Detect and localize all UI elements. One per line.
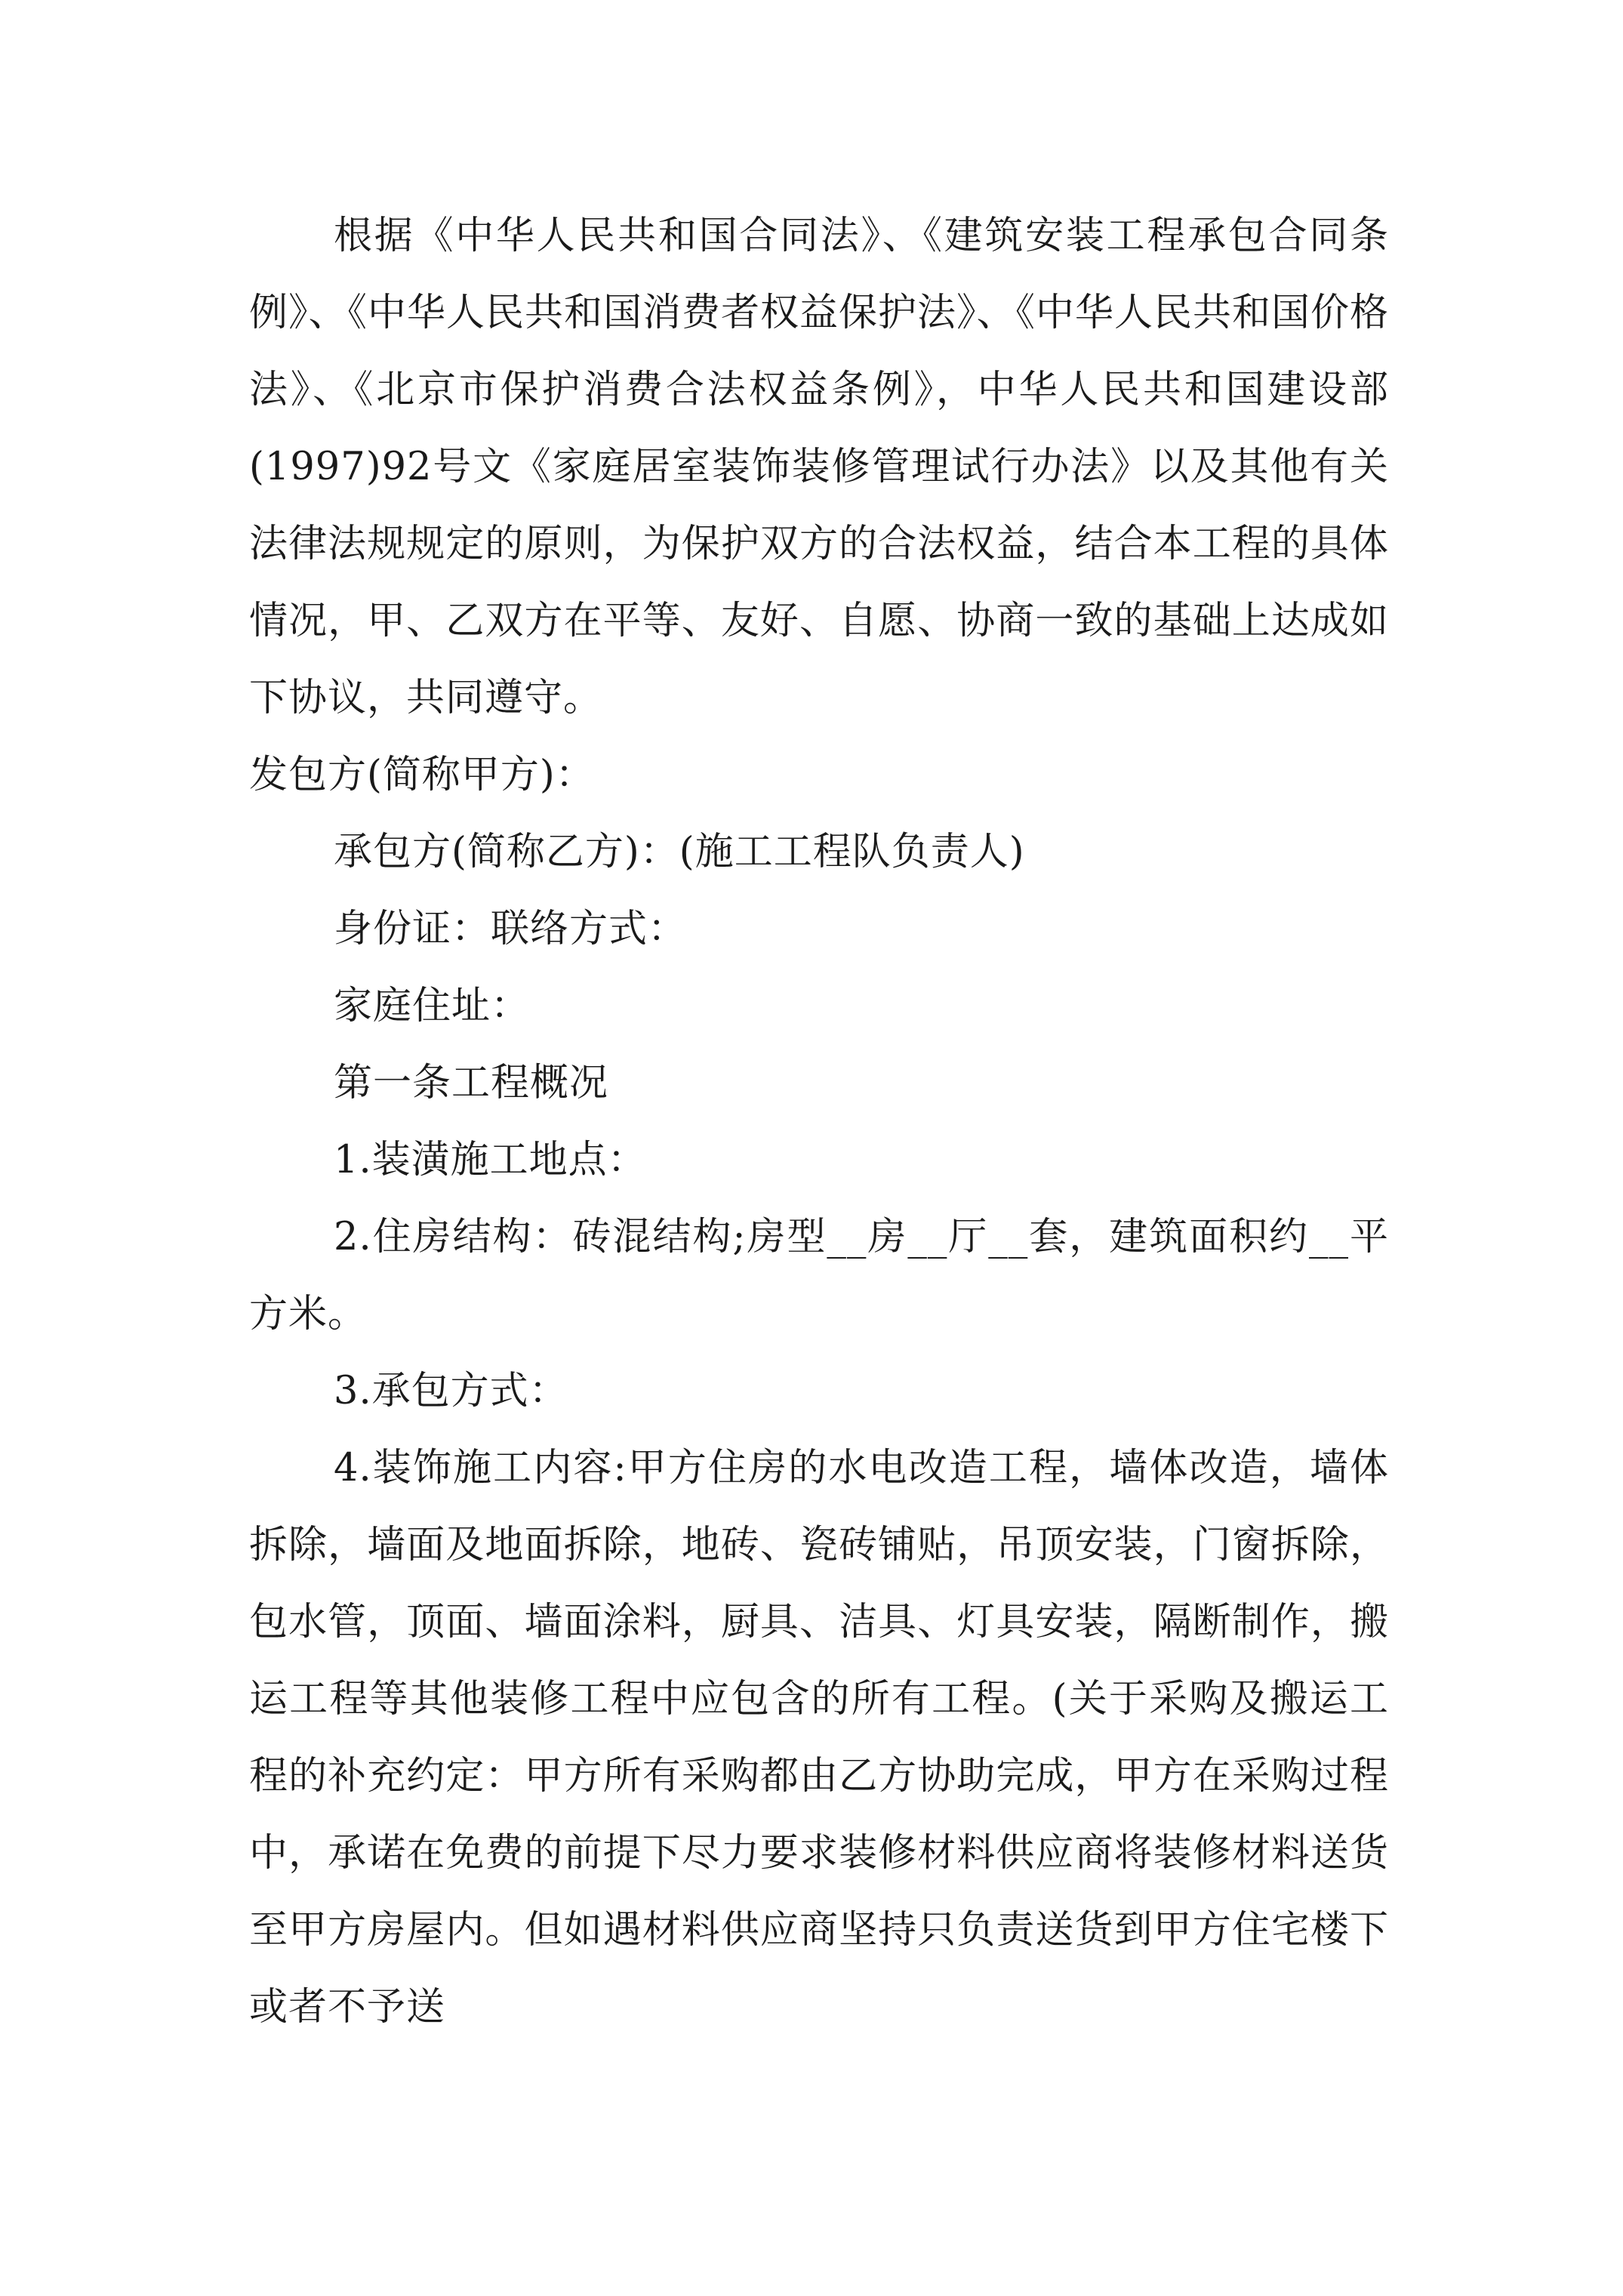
item-4-content: 4.装饰施工内容:甲方住房的水电改造工程，墙体改造，墙体拆除，墙面及地面拆除，地砖、瓷砖铺贴，吊顶安装，门窗拆除，包水管，顶面、墙面涂料，厨具、洁具、灯具安装，隔断制作，搬运工程等其他装修工程中应包含的所有工程。(关于采购及搬运工程的补充约定：甲方所有采购都由乙方协助完成，甲方在采购过程中，承诺在免费的前提下尽力要求装修材料供应商将装修材料送货至甲方房屋内。但如遇材料供应商坚持只负责送货到甲方住宅楼下或者不予送 (249, 1446, 1389, 2029)
document-body (249, 198, 1389, 2046)
id-contact-line: 身份证：联络方式： (334, 907, 688, 951)
party-a-line: 发包方(简称甲方)： (249, 753, 595, 797)
article-one-heading: 第一条工程概况 (334, 1061, 609, 1105)
item-3-method: 3.承包方式： (334, 1369, 568, 1413)
item-2-structure: 2.住房结构：砖混结构;房型__房__厅__套，建筑面积约__平方米。 (249, 1215, 1389, 1336)
item-1-location: 1.装潢施工地点： (334, 1138, 647, 1182)
preamble-paragraph: 根据《中华人民共和国合同法》、《建筑安装工程承包合同条例》、《中华人民共和国消费者权益保护法》、《中华人民共和国价格法》、《北京市保护消费合法权益条例》，中华人民共和国建设部(1997)92号文《家庭居室装饰装修管理试行办法》以及其他有关法律法规规定的原则，为保护双方的合法权益，结合本工程的具体情况，甲、乙双方在平等、友好、自愿、协商一致的基础上达成如下协议，共同遵守。 (249, 214, 1390, 720)
party-b-line: 承包方(简称乙方)：(施工工程队负责人) (334, 830, 1025, 874)
address-line: 家庭住址： (334, 984, 531, 1028)
